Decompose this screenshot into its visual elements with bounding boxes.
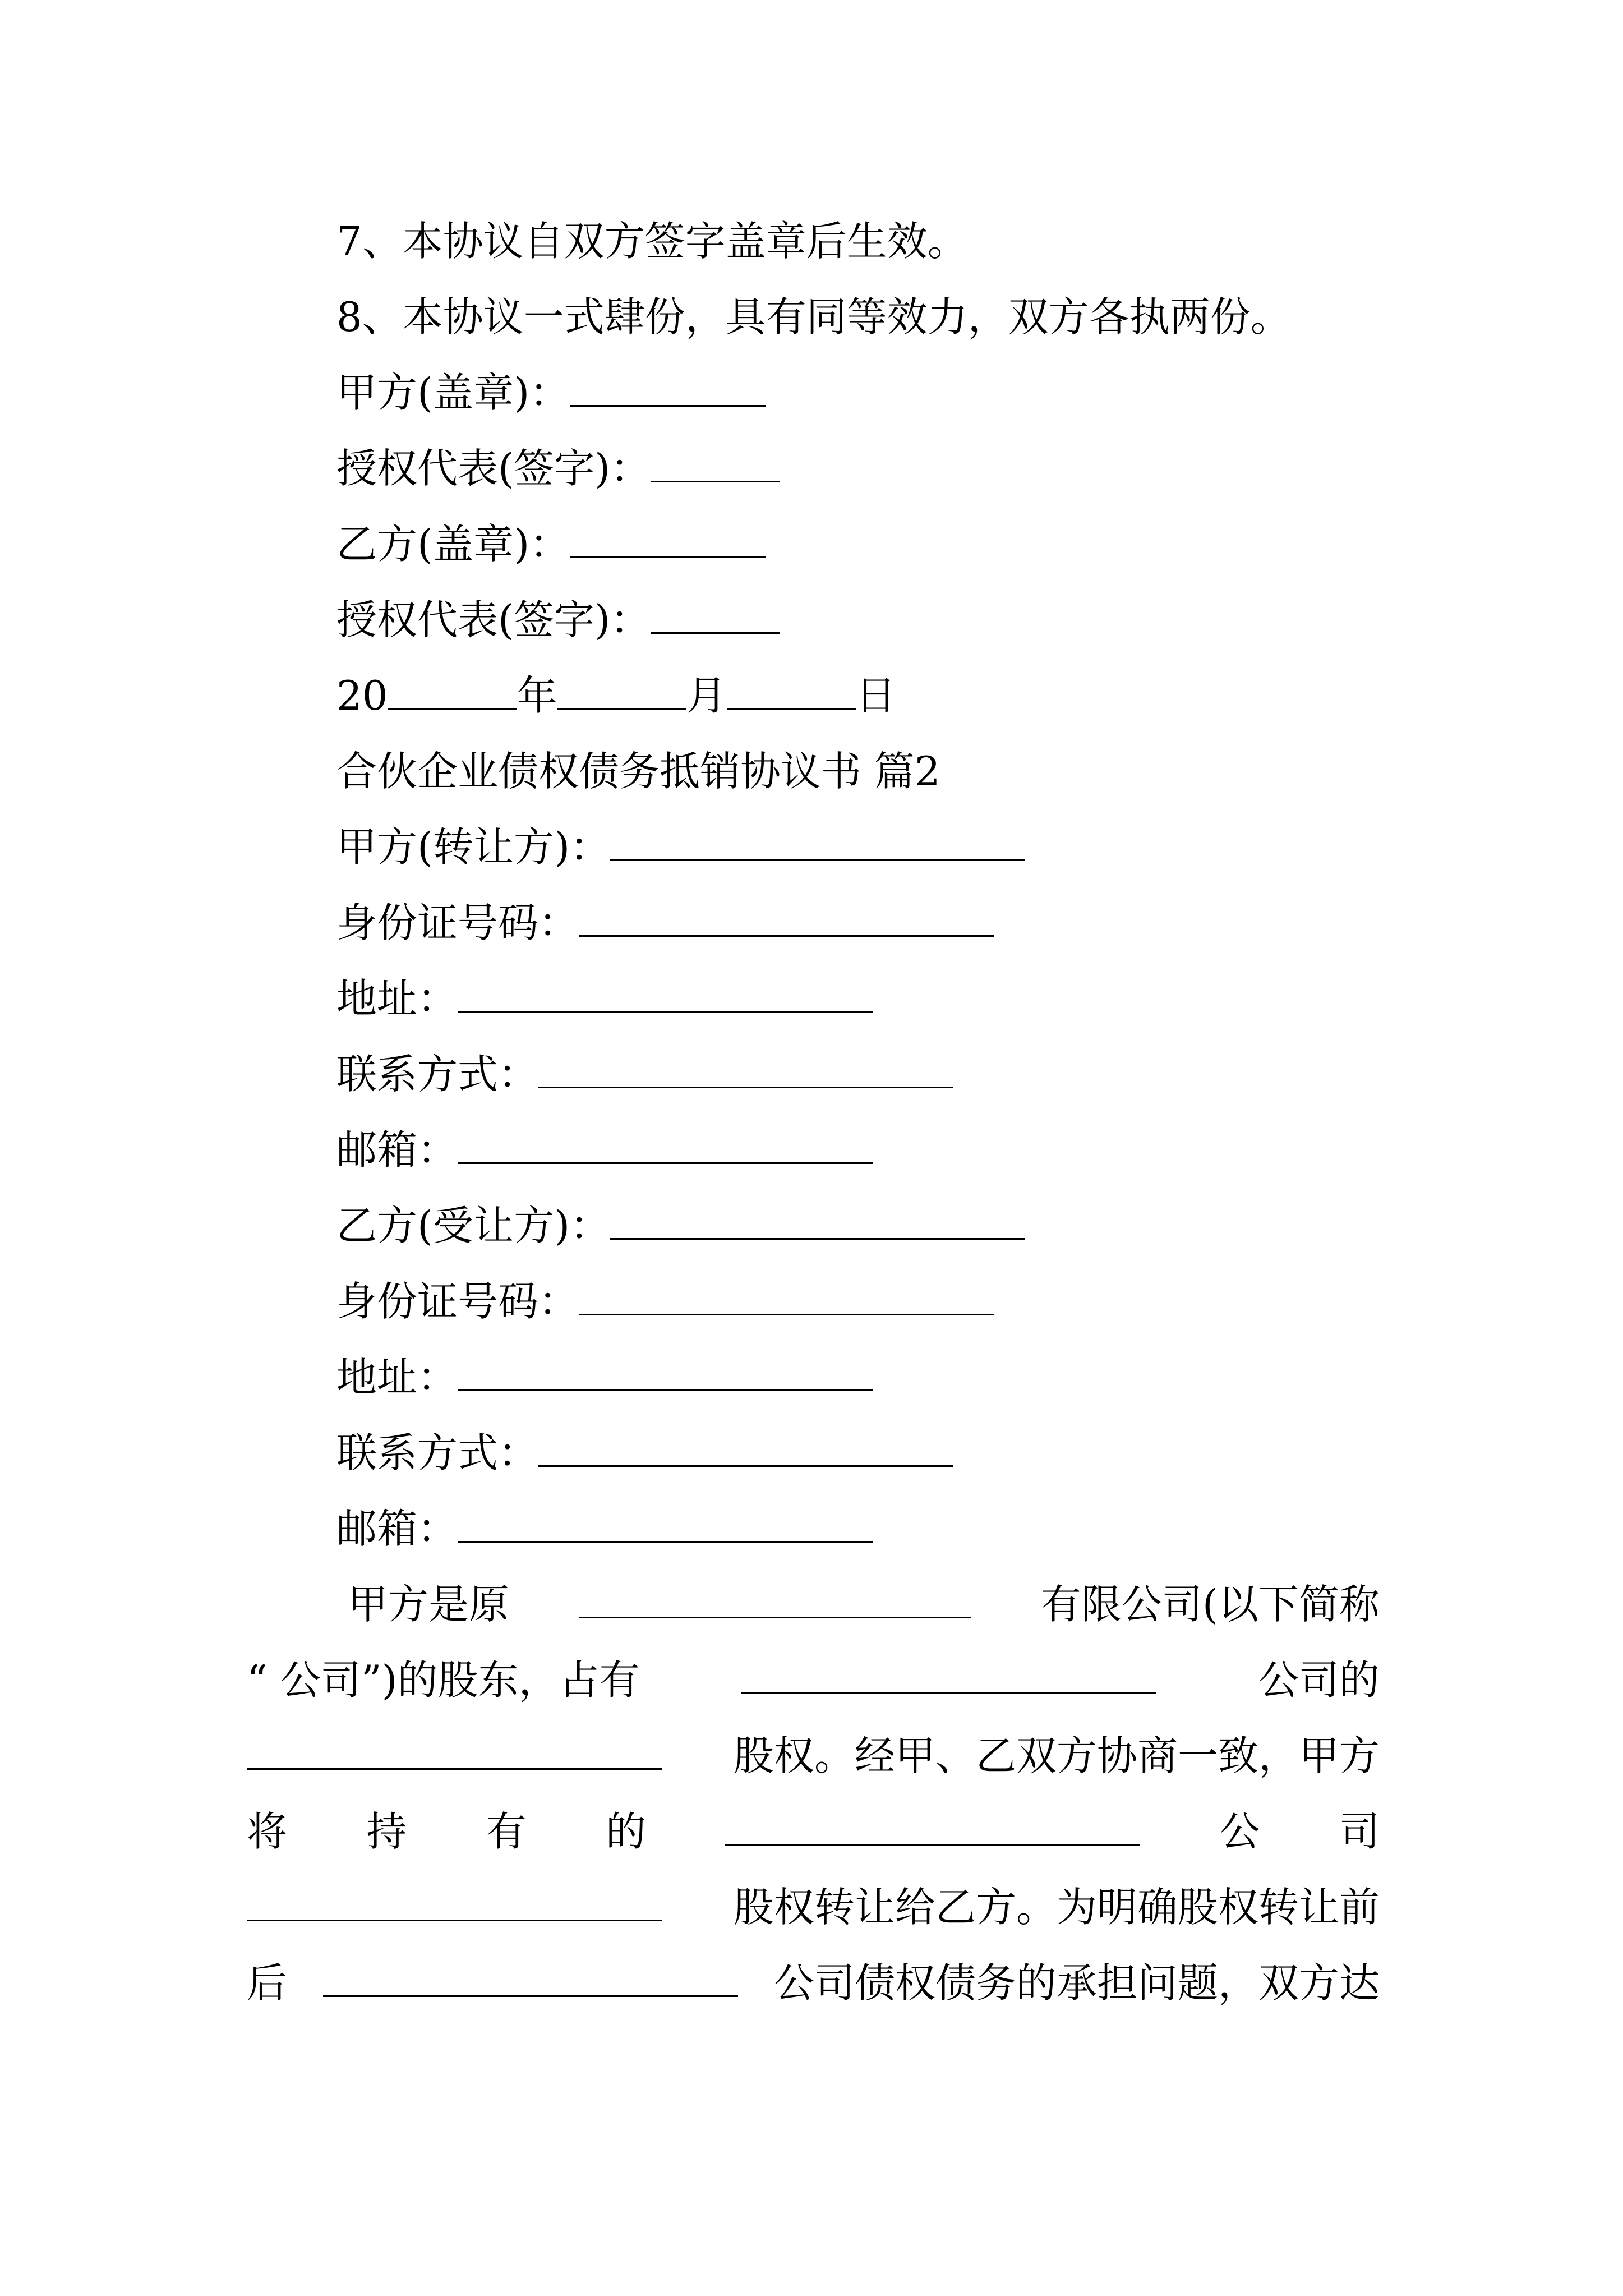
body-char: 司	[1339, 1808, 1380, 1855]
party-b-seal-blank[interactable]	[570, 523, 766, 558]
party-a-contact-line	[336, 1049, 953, 1099]
party-a-id-blank[interactable]	[579, 901, 994, 937]
party-b-contact-blank[interactable]	[538, 1432, 953, 1467]
clause-8: 8、本协议一式肆份，具有同等效力，双方各执两份。	[336, 293, 1291, 341]
body-line-3	[247, 1731, 1380, 1781]
body-text: 后	[247, 1959, 288, 2007]
party-a-email-line	[336, 1125, 873, 1175]
party-a-seal-blank[interactable]	[570, 371, 766, 407]
party-b-id-blank[interactable]	[579, 1280, 994, 1315]
party-b-contact-line	[336, 1428, 953, 1478]
party-b-email-line	[336, 1503, 873, 1554]
body-text: 公司的	[1258, 1657, 1380, 1704]
body-line-2	[247, 1655, 1380, 1705]
body-text: 公司债权债务的承担问题，双方达	[773, 1959, 1380, 2007]
body-char: 有	[486, 1808, 527, 1855]
party-b-seal-label: 乙方(盖章)：	[336, 521, 570, 568]
transfer-share-blank[interactable]	[247, 1886, 662, 1921]
party-a-seal-label: 甲方(盖章)：	[336, 369, 570, 416]
body-text: 甲方是原	[348, 1581, 510, 1628]
party-a-rep-line	[336, 443, 780, 494]
party-a-label-line	[336, 822, 1025, 872]
party-b-name-blank[interactable]	[610, 1204, 1025, 1240]
party-b-label-line	[336, 1200, 1025, 1251]
party-b-email-blank[interactable]	[458, 1507, 873, 1543]
company-name-blank[interactable]	[579, 1583, 971, 1618]
body-line-6	[247, 1958, 1380, 2008]
party-b-label: 乙方(受让方)：	[336, 1202, 611, 1249]
party-b-contact-label: 联系方式：	[336, 1429, 539, 1476]
party-a-name-blank[interactable]	[610, 826, 1025, 861]
party-b-rep-blank[interactable]	[651, 599, 780, 634]
section-2-title: 合伙企业债权债务抵销协议书 篇2	[336, 748, 940, 795]
body-char: 的	[605, 1808, 646, 1855]
party-a-contact-label: 联系方式：	[336, 1051, 539, 1098]
date-line	[336, 670, 896, 721]
date-year-label: 年	[517, 672, 557, 719]
party-b-email-label: 邮箱：	[336, 1505, 458, 1552]
date-month-label: 月	[686, 672, 727, 719]
party-a-rep-label: 授权代表(签字)：	[336, 445, 651, 492]
party-b-address-label: 地址：	[336, 1354, 458, 1401]
party-b-rep-label: 授权代表(签字)：	[336, 596, 651, 643]
party-b-id-label: 身份证号码：	[336, 1278, 579, 1325]
party-a-rep-blank[interactable]	[651, 447, 780, 482]
body-text: “ 公司”)的股东，占有	[247, 1657, 640, 1704]
party-b-seal-line	[336, 519, 766, 569]
date-day-label: 日	[855, 672, 896, 719]
party-a-address-blank[interactable]	[458, 977, 873, 1013]
party-a-address-label: 地址：	[336, 975, 458, 1022]
date-day-blank[interactable]	[727, 674, 856, 710]
party-b-rep-line	[336, 595, 780, 645]
party-a-email-blank[interactable]	[458, 1129, 873, 1164]
party-a-id-line	[336, 898, 994, 948]
share-percent-blank[interactable]	[247, 1734, 662, 1770]
clause-7: 7、本协议自双方签字盖章后生效。	[336, 218, 968, 265]
party-a-email-label: 邮箱：	[336, 1126, 458, 1174]
party-a-address-line	[336, 973, 873, 1024]
party-b-address-blank[interactable]	[458, 1356, 873, 1391]
held-company-blank[interactable]	[725, 1810, 1140, 1846]
party-a-id-label: 身份证号码：	[336, 899, 579, 946]
party-a-label: 甲方(转让方)：	[336, 823, 611, 871]
body-text: 股权。经甲、乙双方协商一致，甲方	[733, 1732, 1380, 1779]
body-line-5	[247, 1882, 1380, 1932]
date-month-blank[interactable]	[557, 674, 686, 710]
body-text: 有限公司(以下简称	[1040, 1581, 1380, 1628]
body-line-1	[247, 1579, 1380, 1630]
party-b-address-line	[336, 1352, 873, 1402]
party-a-contact-blank[interactable]	[538, 1053, 953, 1088]
body-text: 股权转让给乙方。为明确股权转让前	[733, 1884, 1380, 1931]
body-char: 将	[247, 1808, 288, 1855]
share-blank[interactable]	[741, 1659, 1156, 1694]
debt-company-blank[interactable]	[323, 1962, 738, 1997]
party-a-seal-line	[336, 367, 766, 418]
date-year-blank[interactable]	[388, 674, 517, 710]
body-line-4	[247, 1806, 1380, 1857]
body-char: 持	[366, 1808, 407, 1855]
body-char: 公	[1219, 1808, 1260, 1855]
date-prefix: 20	[336, 672, 388, 719]
party-b-id-line	[336, 1276, 994, 1327]
